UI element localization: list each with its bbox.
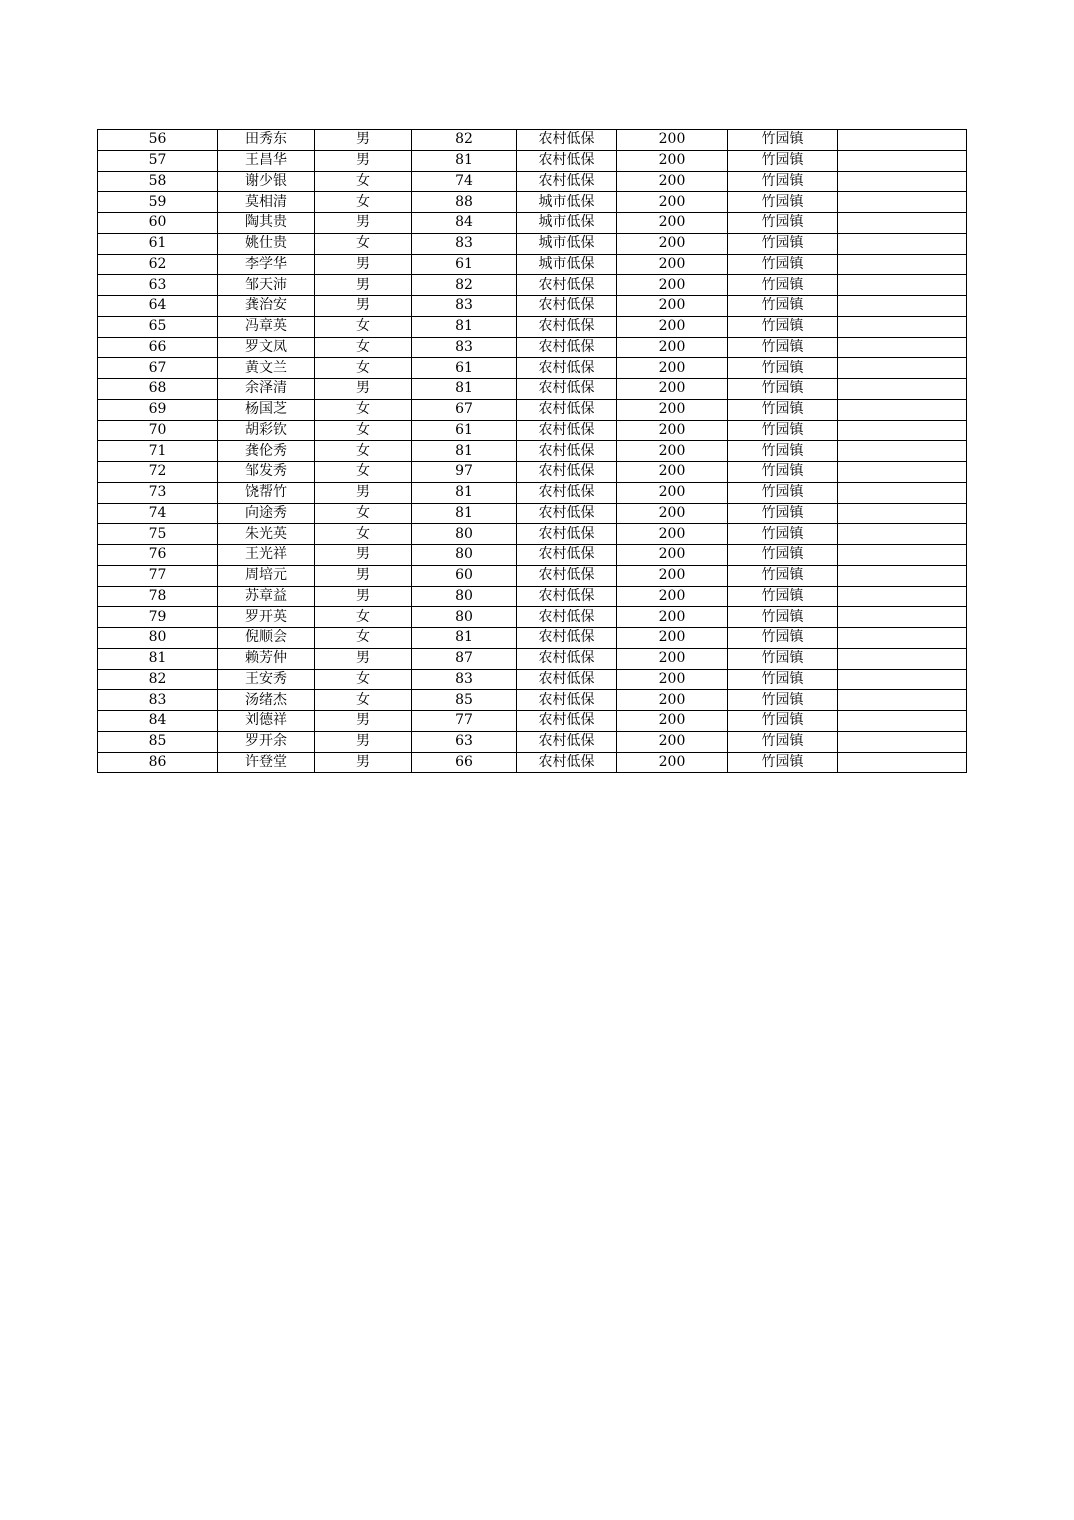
category-cell: 城市低保 [517, 213, 617, 234]
name-cell: 汤绪杰 [218, 690, 315, 711]
table-body [98, 130, 967, 773]
amount-cell: 200 [617, 296, 728, 317]
gender-cell: 女 [315, 171, 412, 192]
gender-cell: 男 [315, 150, 412, 171]
age-cell: 81 [412, 316, 517, 337]
category-cell: 农村低保 [517, 565, 617, 586]
amount-cell: 200 [617, 275, 728, 296]
age-cell: 80 [412, 524, 517, 545]
town-cell: 竹园镇 [728, 296, 838, 317]
category-cell: 农村低保 [517, 171, 617, 192]
gender-cell: 女 [315, 420, 412, 441]
amount-cell: 200 [617, 420, 728, 441]
category-cell: 农村低保 [517, 399, 617, 420]
name-cell: 罗文凤 [218, 337, 315, 358]
age-cell: 81 [412, 150, 517, 171]
remarks-cell [838, 731, 967, 752]
category-cell: 农村低保 [517, 545, 617, 566]
table-row [98, 379, 967, 400]
age-cell: 66 [412, 752, 517, 773]
table-row [98, 171, 967, 192]
gender-cell: 男 [315, 379, 412, 400]
name-cell: 刘德祥 [218, 711, 315, 732]
age-cell: 82 [412, 275, 517, 296]
name-cell: 饶帮竹 [218, 482, 315, 503]
name-cell: 莫相清 [218, 192, 315, 213]
name-cell: 周培元 [218, 565, 315, 586]
row-number-cell: 79 [98, 607, 218, 628]
name-cell: 王安秀 [218, 669, 315, 690]
table-row [98, 711, 967, 732]
gender-cell: 女 [315, 607, 412, 628]
town-cell: 竹园镇 [728, 711, 838, 732]
town-cell: 竹园镇 [728, 669, 838, 690]
category-cell: 城市低保 [517, 254, 617, 275]
table-row [98, 316, 967, 337]
table-row [98, 275, 967, 296]
remarks-cell [838, 171, 967, 192]
town-cell: 竹园镇 [728, 399, 838, 420]
name-cell: 龚伦秀 [218, 441, 315, 462]
name-cell: 冯章英 [218, 316, 315, 337]
amount-cell: 200 [617, 607, 728, 628]
town-cell: 竹园镇 [728, 213, 838, 234]
row-number-cell: 65 [98, 316, 218, 337]
category-cell: 农村低保 [517, 524, 617, 545]
row-number-cell: 72 [98, 462, 218, 483]
table-row [98, 565, 967, 586]
remarks-cell [838, 399, 967, 420]
table-row [98, 233, 967, 254]
row-number-cell: 81 [98, 648, 218, 669]
gender-cell: 女 [315, 316, 412, 337]
age-cell: 83 [412, 296, 517, 317]
remarks-cell [838, 420, 967, 441]
gender-cell: 男 [315, 711, 412, 732]
town-cell: 竹园镇 [728, 130, 838, 151]
row-number-cell: 68 [98, 379, 218, 400]
age-cell: 81 [412, 379, 517, 400]
amount-cell: 200 [617, 648, 728, 669]
amount-cell: 200 [617, 379, 728, 400]
table-row [98, 586, 967, 607]
gender-cell: 女 [315, 669, 412, 690]
table-row [98, 150, 967, 171]
age-cell: 61 [412, 358, 517, 379]
name-cell: 陶其贵 [218, 213, 315, 234]
remarks-cell [838, 565, 967, 586]
amount-cell: 200 [617, 399, 728, 420]
gender-cell: 男 [315, 545, 412, 566]
gender-cell: 男 [315, 565, 412, 586]
category-cell: 农村低保 [517, 628, 617, 649]
age-cell: 77 [412, 711, 517, 732]
remarks-cell [838, 130, 967, 151]
town-cell: 竹园镇 [728, 565, 838, 586]
category-cell: 农村低保 [517, 358, 617, 379]
gender-cell: 女 [315, 233, 412, 254]
remarks-cell [838, 648, 967, 669]
row-number-cell: 77 [98, 565, 218, 586]
name-cell: 邹发秀 [218, 462, 315, 483]
row-number-cell: 74 [98, 503, 218, 524]
name-cell: 谢少银 [218, 171, 315, 192]
amount-cell: 200 [617, 565, 728, 586]
town-cell: 竹园镇 [728, 254, 838, 275]
row-number-cell: 56 [98, 130, 218, 151]
amount-cell: 200 [617, 482, 728, 503]
remarks-cell [838, 379, 967, 400]
name-cell: 余泽清 [218, 379, 315, 400]
name-cell: 龚治安 [218, 296, 315, 317]
gender-cell: 男 [315, 130, 412, 151]
row-number-cell: 76 [98, 545, 218, 566]
name-cell: 罗开英 [218, 607, 315, 628]
amount-cell: 200 [617, 690, 728, 711]
remarks-cell [838, 441, 967, 462]
gender-cell: 男 [315, 482, 412, 503]
town-cell: 竹园镇 [728, 316, 838, 337]
town-cell: 竹园镇 [728, 752, 838, 773]
category-cell: 农村低保 [517, 503, 617, 524]
gender-cell: 女 [315, 441, 412, 462]
name-cell: 赖芳仲 [218, 648, 315, 669]
age-cell: 61 [412, 254, 517, 275]
table-row [98, 420, 967, 441]
age-cell: 60 [412, 565, 517, 586]
table-row [98, 482, 967, 503]
age-cell: 74 [412, 171, 517, 192]
category-cell: 农村低保 [517, 482, 617, 503]
category-cell: 农村低保 [517, 731, 617, 752]
amount-cell: 200 [617, 524, 728, 545]
remarks-cell [838, 690, 967, 711]
gender-cell: 女 [315, 628, 412, 649]
category-cell: 农村低保 [517, 690, 617, 711]
row-number-cell: 59 [98, 192, 218, 213]
table-row [98, 524, 967, 545]
town-cell: 竹园镇 [728, 628, 838, 649]
name-cell: 向途秀 [218, 503, 315, 524]
age-cell: 63 [412, 731, 517, 752]
remarks-cell [838, 752, 967, 773]
age-cell: 67 [412, 399, 517, 420]
category-cell: 农村低保 [517, 441, 617, 462]
remarks-cell [838, 150, 967, 171]
amount-cell: 200 [617, 586, 728, 607]
table-row [98, 752, 967, 773]
name-cell: 苏章益 [218, 586, 315, 607]
town-cell: 竹园镇 [728, 150, 838, 171]
town-cell: 竹园镇 [728, 233, 838, 254]
category-cell: 城市低保 [517, 233, 617, 254]
name-cell: 杨国芝 [218, 399, 315, 420]
remarks-cell [838, 316, 967, 337]
remarks-cell [838, 296, 967, 317]
amount-cell: 200 [617, 545, 728, 566]
amount-cell: 200 [617, 213, 728, 234]
category-cell: 农村低保 [517, 150, 617, 171]
town-cell: 竹园镇 [728, 192, 838, 213]
remarks-cell [838, 192, 967, 213]
age-cell: 80 [412, 545, 517, 566]
age-cell: 81 [412, 628, 517, 649]
town-cell: 竹园镇 [728, 379, 838, 400]
name-cell: 许登堂 [218, 752, 315, 773]
age-cell: 81 [412, 441, 517, 462]
name-cell: 王光祥 [218, 545, 315, 566]
town-cell: 竹园镇 [728, 441, 838, 462]
table-row [98, 648, 967, 669]
amount-cell: 200 [617, 233, 728, 254]
age-cell: 84 [412, 213, 517, 234]
remarks-cell [838, 482, 967, 503]
category-cell: 农村低保 [517, 275, 617, 296]
name-cell: 邹天沛 [218, 275, 315, 296]
row-number-cell: 70 [98, 420, 218, 441]
name-cell: 罗开余 [218, 731, 315, 752]
amount-cell: 200 [617, 731, 728, 752]
row-number-cell: 71 [98, 441, 218, 462]
town-cell: 竹园镇 [728, 171, 838, 192]
table-row [98, 337, 967, 358]
amount-cell: 200 [617, 337, 728, 358]
table-row [98, 192, 967, 213]
row-number-cell: 86 [98, 752, 218, 773]
amount-cell: 200 [617, 254, 728, 275]
town-cell: 竹园镇 [728, 503, 838, 524]
gender-cell: 男 [315, 296, 412, 317]
gender-cell: 男 [315, 213, 412, 234]
remarks-cell [838, 337, 967, 358]
table-row [98, 254, 967, 275]
remarks-cell [838, 233, 967, 254]
table-row [98, 130, 967, 151]
remarks-cell [838, 275, 967, 296]
town-cell: 竹园镇 [728, 275, 838, 296]
gender-cell: 女 [315, 337, 412, 358]
age-cell: 97 [412, 462, 517, 483]
category-cell: 农村低保 [517, 462, 617, 483]
table-row [98, 607, 967, 628]
age-cell: 82 [412, 130, 517, 151]
category-cell: 农村低保 [517, 586, 617, 607]
table-row [98, 441, 967, 462]
name-cell: 胡彩钦 [218, 420, 315, 441]
amount-cell: 200 [617, 628, 728, 649]
gender-cell: 女 [315, 690, 412, 711]
name-cell: 王昌华 [218, 150, 315, 171]
amount-cell: 200 [617, 130, 728, 151]
town-cell: 竹园镇 [728, 648, 838, 669]
amount-cell: 200 [617, 358, 728, 379]
town-cell: 竹园镇 [728, 690, 838, 711]
age-cell: 81 [412, 503, 517, 524]
category-cell: 农村低保 [517, 420, 617, 441]
amount-cell: 200 [617, 711, 728, 732]
gender-cell: 女 [315, 503, 412, 524]
table-row [98, 690, 967, 711]
remarks-cell [838, 254, 967, 275]
age-cell: 61 [412, 420, 517, 441]
category-cell: 农村低保 [517, 337, 617, 358]
age-cell: 80 [412, 586, 517, 607]
row-number-cell: 63 [98, 275, 218, 296]
gender-cell: 女 [315, 399, 412, 420]
table-row [98, 358, 967, 379]
row-number-cell: 85 [98, 731, 218, 752]
row-number-cell: 66 [98, 337, 218, 358]
table-row [98, 628, 967, 649]
table-row [98, 462, 967, 483]
amount-cell: 200 [617, 441, 728, 462]
row-number-cell: 57 [98, 150, 218, 171]
age-cell: 83 [412, 669, 517, 690]
town-cell: 竹园镇 [728, 545, 838, 566]
remarks-cell [838, 462, 967, 483]
category-cell: 农村低保 [517, 607, 617, 628]
amount-cell: 200 [617, 192, 728, 213]
category-cell: 农村低保 [517, 296, 617, 317]
table-row [98, 213, 967, 234]
table-row [98, 731, 967, 752]
spreadsheet-page [97, 129, 966, 773]
amount-cell: 200 [617, 462, 728, 483]
amount-cell: 200 [617, 669, 728, 690]
gender-cell: 男 [315, 731, 412, 752]
gender-cell: 女 [315, 462, 412, 483]
table-row [98, 503, 967, 524]
gender-cell: 男 [315, 752, 412, 773]
category-cell: 农村低保 [517, 752, 617, 773]
row-number-cell: 80 [98, 628, 218, 649]
remarks-cell [838, 711, 967, 732]
row-number-cell: 75 [98, 524, 218, 545]
age-cell: 80 [412, 607, 517, 628]
remarks-cell [838, 524, 967, 545]
gender-cell: 女 [315, 524, 412, 545]
age-cell: 81 [412, 482, 517, 503]
recipient-table [97, 129, 967, 773]
remarks-cell [838, 503, 967, 524]
town-cell: 竹园镇 [728, 462, 838, 483]
row-number-cell: 58 [98, 171, 218, 192]
gender-cell: 女 [315, 358, 412, 379]
age-cell: 83 [412, 233, 517, 254]
category-cell: 农村低保 [517, 130, 617, 151]
remarks-cell [838, 628, 967, 649]
remarks-cell [838, 545, 967, 566]
age-cell: 87 [412, 648, 517, 669]
category-cell: 城市低保 [517, 192, 617, 213]
name-cell: 倪顺会 [218, 628, 315, 649]
gender-cell: 男 [315, 275, 412, 296]
category-cell: 农村低保 [517, 316, 617, 337]
amount-cell: 200 [617, 171, 728, 192]
amount-cell: 200 [617, 752, 728, 773]
name-cell: 田秀东 [218, 130, 315, 151]
category-cell: 农村低保 [517, 711, 617, 732]
row-number-cell: 84 [98, 711, 218, 732]
row-number-cell: 69 [98, 399, 218, 420]
category-cell: 农村低保 [517, 669, 617, 690]
row-number-cell: 78 [98, 586, 218, 607]
name-cell: 李学华 [218, 254, 315, 275]
remarks-cell [838, 586, 967, 607]
remarks-cell [838, 607, 967, 628]
amount-cell: 200 [617, 316, 728, 337]
row-number-cell: 60 [98, 213, 218, 234]
remarks-cell [838, 213, 967, 234]
table-row [98, 545, 967, 566]
gender-cell: 男 [315, 254, 412, 275]
age-cell: 85 [412, 690, 517, 711]
remarks-cell [838, 358, 967, 379]
gender-cell: 女 [315, 192, 412, 213]
town-cell: 竹园镇 [728, 731, 838, 752]
remarks-cell [838, 669, 967, 690]
amount-cell: 200 [617, 503, 728, 524]
amount-cell: 200 [617, 150, 728, 171]
town-cell: 竹园镇 [728, 337, 838, 358]
town-cell: 竹园镇 [728, 524, 838, 545]
row-number-cell: 62 [98, 254, 218, 275]
age-cell: 88 [412, 192, 517, 213]
town-cell: 竹园镇 [728, 607, 838, 628]
gender-cell: 男 [315, 586, 412, 607]
row-number-cell: 64 [98, 296, 218, 317]
table-row [98, 296, 967, 317]
name-cell: 姚仕贵 [218, 233, 315, 254]
category-cell: 农村低保 [517, 379, 617, 400]
town-cell: 竹园镇 [728, 420, 838, 441]
name-cell: 黄文兰 [218, 358, 315, 379]
town-cell: 竹园镇 [728, 358, 838, 379]
town-cell: 竹园镇 [728, 482, 838, 503]
category-cell: 农村低保 [517, 648, 617, 669]
name-cell: 朱光英 [218, 524, 315, 545]
table-row [98, 399, 967, 420]
row-number-cell: 83 [98, 690, 218, 711]
row-number-cell: 67 [98, 358, 218, 379]
row-number-cell: 82 [98, 669, 218, 690]
table-row [98, 669, 967, 690]
gender-cell: 男 [315, 648, 412, 669]
row-number-cell: 61 [98, 233, 218, 254]
age-cell: 83 [412, 337, 517, 358]
row-number-cell: 73 [98, 482, 218, 503]
town-cell: 竹园镇 [728, 586, 838, 607]
